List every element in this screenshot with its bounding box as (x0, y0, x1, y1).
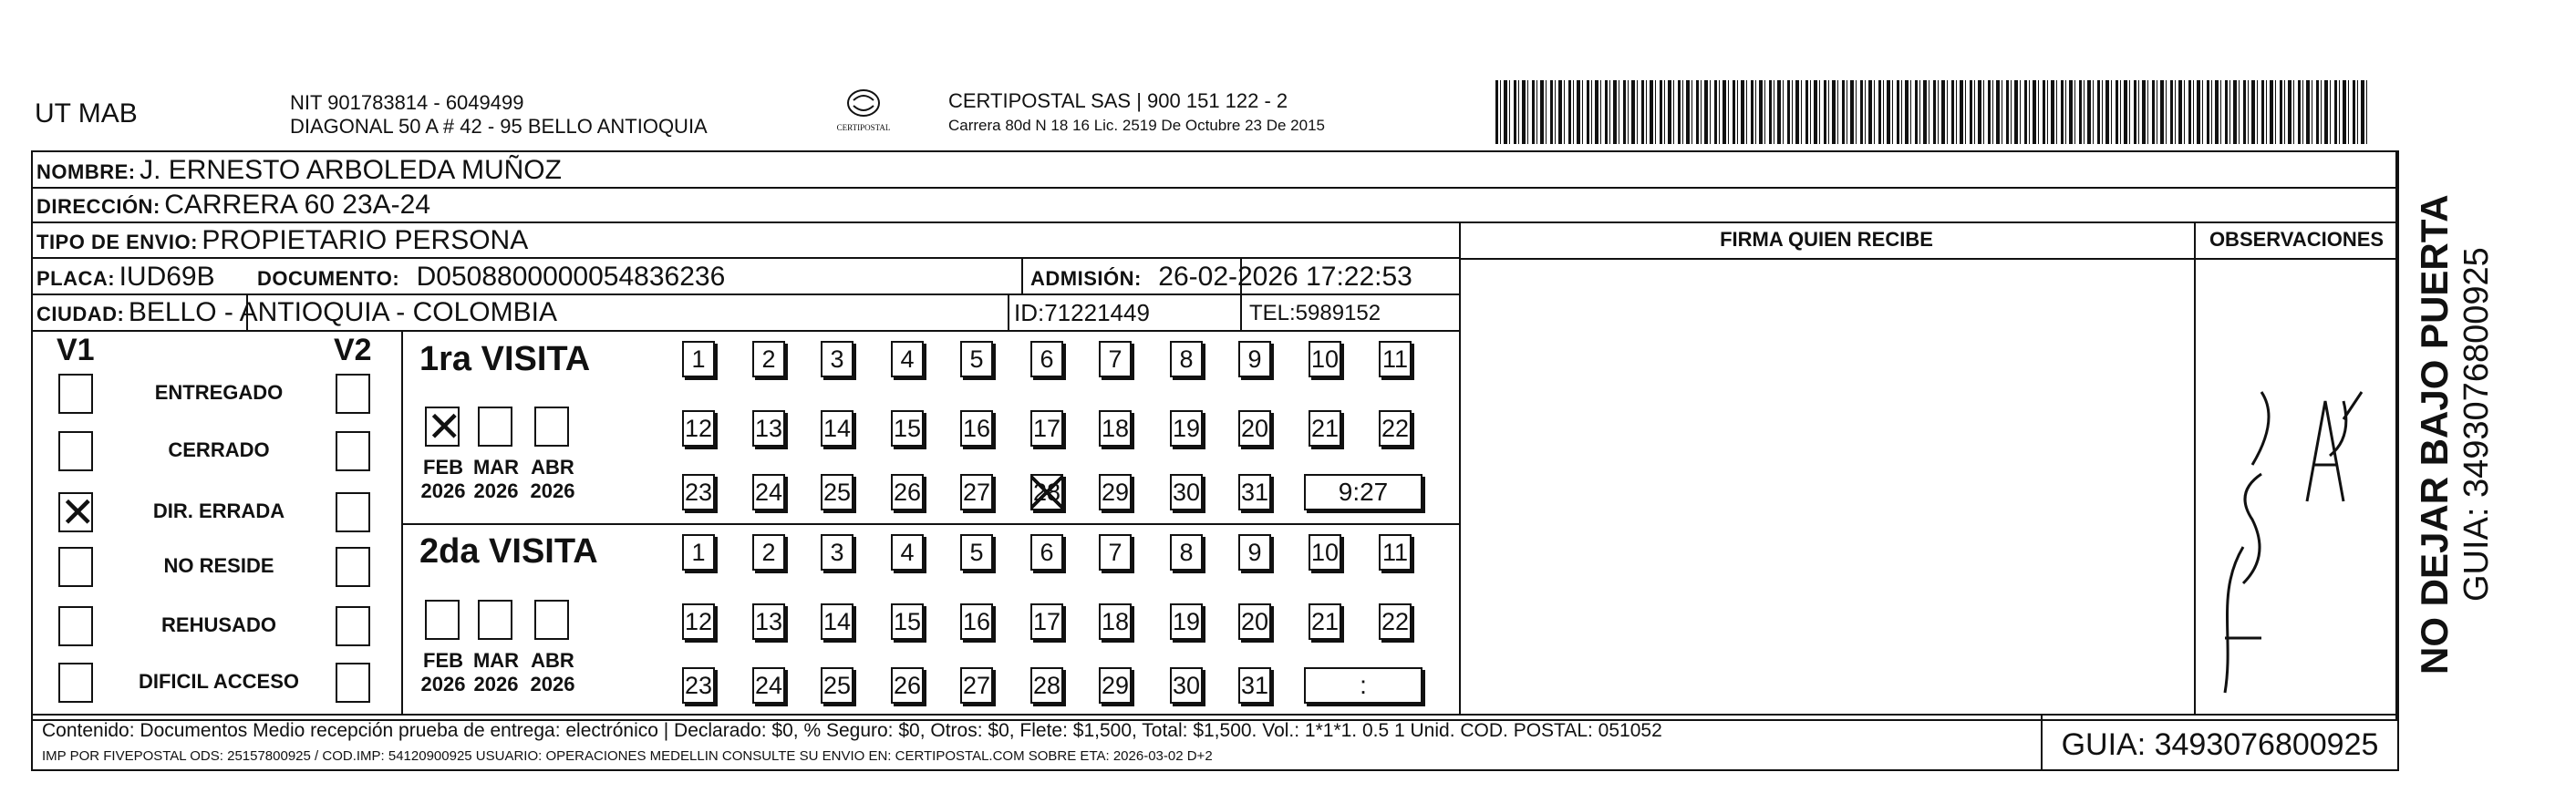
month-year: 2026 (420, 479, 466, 502)
sender-name: UT MAB (35, 98, 138, 129)
month-mark (536, 602, 567, 638)
footer-guia: GUIA: 3493076800925 (2061, 727, 2379, 762)
v1-mark (60, 549, 91, 585)
day-box[interactable]: 22 (1379, 410, 1412, 447)
day-box[interactable]: 13 (752, 603, 785, 640)
month-name: ABR (531, 649, 574, 672)
footer-line2: IMP POR FIVEPOSTAL ODS: 25157800925 / COD.IMP: 54120900925 USUARIO: OPERACIONES MEDELLIN CONSULTE SU ENVIO EN: CERTIPOSTAL.COM SOBRE ETA: 2026-03-02 D+2 (42, 748, 1213, 764)
v1-checkbox[interactable] (58, 547, 93, 587)
day-box[interactable]: 2 (752, 341, 785, 377)
direccion-row (36, 190, 430, 221)
option-label: DIR. ERRADA (152, 499, 285, 522)
v2-checkbox[interactable] (336, 431, 370, 471)
firma-label: FIRMA QUIEN RECIBE (1720, 228, 1933, 251)
col-line (2397, 150, 2399, 721)
day-box[interactable]: 19 (1170, 410, 1203, 447)
v2-checkbox[interactable] (336, 547, 370, 587)
v2-label: V2 (334, 333, 372, 367)
day-box[interactable]: 6 (1030, 341, 1063, 377)
documento-value: D0508800000054836236 (416, 262, 726, 292)
month-name: FEB (423, 649, 463, 672)
admision-value: 26-02-2026 17:22:53 (1158, 262, 1412, 292)
certipostal-logo (832, 88, 895, 142)
day-box[interactable]: 10 (1309, 534, 1341, 571)
ciudad-row (36, 297, 557, 328)
direccion-label: DIRECCIÓN: (36, 195, 160, 218)
company-name: CERTIPOSTAL SAS | 900 151 122 - 2 (948, 89, 1288, 112)
month-year: 2026 (473, 479, 519, 502)
day-box[interactable]: 27 (960, 667, 993, 704)
observaciones-label: OBSERVACIONES (2209, 228, 2385, 251)
v2-mark (337, 549, 368, 585)
v1-checkbox[interactable] (58, 431, 93, 471)
day-box[interactable]: 4 (891, 534, 924, 571)
barcode (1495, 80, 2371, 144)
month-checkbox-mar[interactable] (478, 600, 512, 640)
option-label: NO RESIDE (163, 554, 274, 577)
time-box[interactable]: 9:27 (1304, 474, 1422, 510)
v1-mark (60, 433, 91, 469)
day-box[interactable]: 4 (891, 341, 924, 377)
day-box[interactable]: 30 (1170, 474, 1203, 510)
day-box[interactable]: 12 (682, 410, 715, 447)
month-checkbox-abr[interactable] (534, 407, 569, 447)
day-box[interactable]: 30 (1170, 667, 1203, 704)
month-label (527, 649, 578, 696)
day-box[interactable]: 29 (1099, 667, 1132, 704)
visita1-title: 1ra VISITA (419, 340, 591, 378)
v1-mark (60, 608, 91, 644)
tel-value: TEL:5989152 (1249, 301, 1381, 325)
day-box[interactable]: 8 (1170, 534, 1203, 571)
month-mark: ✕ (427, 402, 462, 451)
day-box[interactable]: 1 (682, 341, 715, 377)
option-label: CERRADO (168, 438, 270, 461)
row-line (401, 523, 1459, 525)
day-box[interactable]: 23 (682, 667, 715, 704)
day-box[interactable]: 22 (1379, 603, 1412, 640)
day-box[interactable]: 25 (821, 474, 853, 510)
nombre-label: NOMBRE: (36, 160, 136, 183)
row-line (31, 330, 1459, 332)
month-year: 2026 (530, 673, 575, 695)
day-box[interactable]: 1 (682, 534, 715, 571)
nombre-row (36, 155, 562, 186)
day-box[interactable]: 17 (1030, 603, 1063, 640)
day-box[interactable]: 10 (1309, 341, 1341, 377)
v2-mark (337, 664, 368, 701)
ciudad-label: CIUDAD: (36, 303, 125, 325)
v2-mark (337, 376, 368, 412)
day-box[interactable]: 3 (821, 341, 853, 377)
month-checkbox-feb[interactable] (425, 600, 460, 640)
col-line (1021, 257, 1023, 294)
month-mark (536, 408, 567, 445)
direccion-value: CARRERA 60 23A-24 (164, 190, 431, 220)
v1-checkbox[interactable] (58, 663, 93, 703)
month-name: ABR (531, 456, 574, 479)
ciudad-value: BELLO - ANTIOQUIA - COLOMBIA (128, 297, 557, 327)
day-box[interactable]: 27 (960, 474, 993, 510)
row-line (31, 221, 2397, 223)
side-warning: NO DEJAR BAJO PUERTA (2413, 194, 2456, 675)
day-box[interactable]: 20 (1238, 603, 1271, 640)
day-box[interactable]: 8 (1170, 341, 1203, 377)
footer-line1: Contenido: Documentos Medio recepción prueba de entrega: electrónico | Declarado: $0, % Seguro: $0, Otros: $0, Flete: $1,500, Total: $1,500. Vol.: 1*1*1. 0.5 1 Unid. COD. POSTAL: 051052 (42, 720, 1662, 741)
day-box[interactable]: 2 (752, 534, 785, 571)
v2-mark (337, 494, 368, 530)
day-box[interactable]: 21 (1309, 410, 1341, 447)
day-box[interactable]: 21 (1309, 603, 1341, 640)
option-label: REHUSADO (161, 613, 276, 636)
option-label: ENTREGADO (154, 381, 284, 404)
v1-checkbox[interactable] (58, 488, 96, 537)
month-mark (480, 602, 511, 638)
nombre-value: J. ERNESTO ARBOLEDA MUÑOZ (140, 155, 562, 185)
placa-row (36, 262, 215, 293)
day-box[interactable]: 13 (752, 410, 785, 447)
month-label (471, 649, 522, 696)
v2-checkbox[interactable] (336, 606, 370, 646)
month-mark (480, 408, 511, 445)
admision-label: ADMISIÓN: (1030, 267, 1142, 290)
month-year: 2026 (473, 673, 519, 695)
day-box[interactable]: 11 (1379, 534, 1412, 571)
month-label (418, 649, 469, 696)
day-box[interactable]: 6 (1030, 534, 1063, 571)
day-box[interactable]: 31 (1238, 474, 1271, 510)
month-checkbox-feb[interactable] (425, 402, 462, 451)
month-name: MAR (472, 456, 520, 479)
month-name: FEB (423, 456, 463, 479)
day-box[interactable]: 24 (752, 667, 785, 704)
day-box[interactable]: 28 (1030, 667, 1063, 704)
day-box[interactable]: 19 (1170, 603, 1203, 640)
placa-label: PLACA: (36, 267, 116, 290)
month-checkbox-abr[interactable] (534, 600, 569, 640)
month-mark (427, 602, 458, 638)
row-line (31, 187, 2397, 189)
day-box[interactable]: 20 (1238, 410, 1271, 447)
month-label (527, 456, 578, 503)
day-box[interactable]: 24 (752, 474, 785, 510)
documento-row (257, 262, 725, 293)
day-box[interactable]: 7 (1099, 341, 1132, 377)
month-checkbox-mar[interactable] (478, 407, 512, 447)
v1-mark (60, 376, 91, 412)
tipo-label: TIPO DE ENVIO: (36, 231, 198, 253)
option-label: DIFICIL ACCESO (138, 670, 299, 693)
day-box[interactable]: 9 (1238, 341, 1271, 377)
v1-checkbox[interactable] (58, 606, 93, 646)
month-year: 2026 (530, 479, 575, 502)
time-box[interactable]: : (1304, 667, 1422, 704)
visita2-title: 2da VISITA (419, 532, 598, 571)
v1-label: V1 (57, 333, 95, 367)
day-box[interactable]: 31 (1238, 667, 1271, 704)
logo-lettering: CERTIPOSTAL (836, 123, 891, 132)
row-line (31, 294, 1459, 295)
v2-mark (337, 433, 368, 469)
day-box[interactable]: 15 (891, 603, 924, 640)
day-box[interactable]: 15 (891, 410, 924, 447)
placa-value: IUD69B (119, 262, 215, 292)
admision-row (1030, 262, 1412, 293)
day-box[interactable]: 3 (821, 534, 853, 571)
day-box[interactable]: 26 (891, 474, 924, 510)
tipo-value: PROPIETARIO PERSONA (202, 225, 529, 255)
v2-checkbox[interactable] (336, 492, 370, 532)
day-box[interactable]: 29 (1099, 474, 1132, 510)
day-box[interactable]: 14 (821, 410, 853, 447)
month-year: 2026 (420, 673, 466, 695)
day-box[interactable]: 16 (960, 410, 993, 447)
v2-checkbox[interactable] (336, 663, 370, 703)
day-box[interactable]: 26 (891, 667, 924, 704)
sender-nit: NIT 901783814 - 6049499 (290, 91, 524, 114)
documento-label: DOCUMENTO: (257, 267, 400, 290)
day-box[interactable]: 14 (821, 603, 853, 640)
month-label (471, 456, 522, 503)
signature-area[interactable] (1461, 260, 2194, 714)
day-box[interactable]: 12 (682, 603, 715, 640)
v1-checkbox[interactable] (58, 374, 93, 414)
tipo-row (36, 225, 528, 256)
row-line (31, 257, 1459, 259)
day-box[interactable]: 16 (960, 603, 993, 640)
col-line (401, 330, 403, 714)
side-guia: GUIA: 3493076800925 (2457, 247, 2496, 602)
observaciones-handwriting (2207, 365, 2389, 711)
id-value: ID:71221449 (1014, 299, 1150, 326)
day-box[interactable]: 17 (1030, 410, 1063, 447)
day-box[interactable]: 11 (1379, 341, 1412, 377)
v1-mark: ✕ (60, 488, 96, 537)
day-box[interactable]: 18 (1099, 410, 1132, 447)
day-box[interactable]: 5 (960, 341, 993, 377)
v1-mark (60, 664, 91, 701)
col-line (1008, 294, 1009, 331)
day-box[interactable]: 25 (821, 667, 853, 704)
month-name: MAR (472, 649, 520, 672)
day-box[interactable]: 28 (1030, 474, 1063, 510)
day-box[interactable]: 23 (682, 474, 715, 510)
day-box[interactable]: 7 (1099, 534, 1132, 571)
day-box[interactable]: 18 (1099, 603, 1132, 640)
month-label (418, 456, 469, 503)
company-address: Carrera 80d N 18 16 Lic. 2519 De Octubre 23 De 2015 (948, 117, 1325, 134)
v2-mark (337, 608, 368, 644)
v2-checkbox[interactable] (336, 374, 370, 414)
day-box[interactable]: 5 (960, 534, 993, 571)
col-line (2194, 221, 2196, 715)
day-box[interactable]: 9 (1238, 534, 1271, 571)
sender-address: DIAGONAL 50 A # 42 - 95 BELLO ANTIOQUIA (290, 115, 708, 138)
